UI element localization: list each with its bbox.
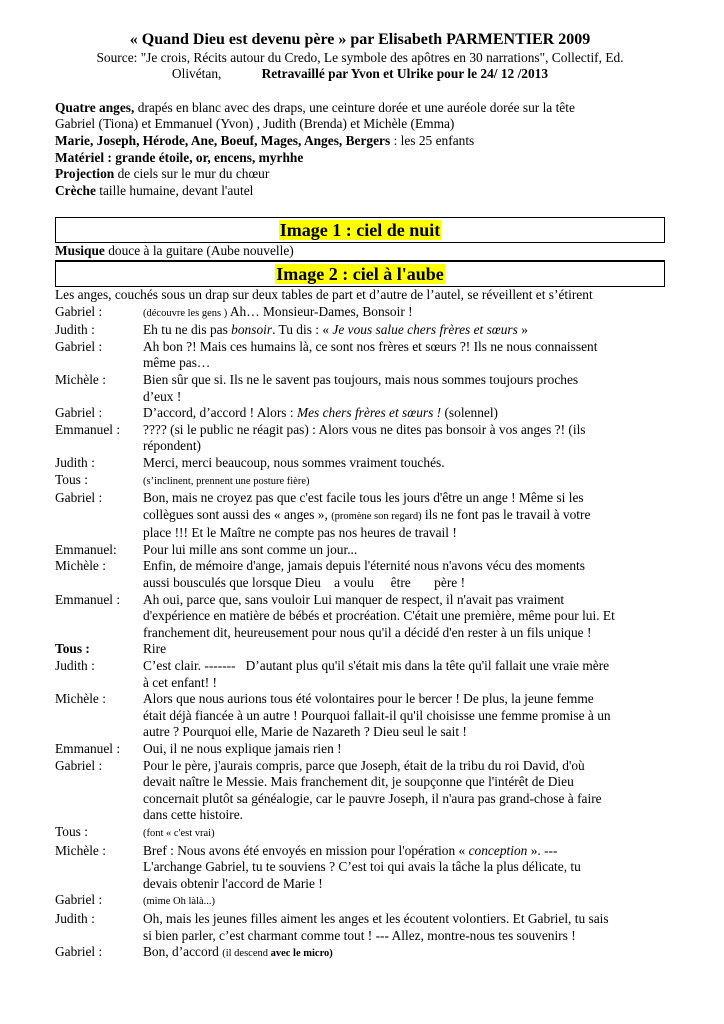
roles-line: Marie, Joseph, Hérode, Ane, Boeuf, Mages, Anges, Bergers : les 25 enfants (55, 133, 475, 148)
dialogue-line: Gabriel : Bon, d’accord (il descend avec le micro) (55, 944, 333, 960)
dialogue-line: Gabriel : D’accord, d’accord ! Alors : Mes chers frères et sœurs ! (solennel) (55, 405, 499, 421)
dialogue-line: Tous : (s’inclinent, prennent une posture fière) (55, 471, 310, 487)
dialogue-line: Emmanuel : ???? (si le public ne réagit pas) : Alors vous ne dites pas bonsoir à vos anges ?! (ils répondent) (55, 421, 586, 454)
dialogue-line: Judith : C’est clair. ------- D’autant plus qu'il s'était mis dans la tête qu'il fallait une vraie mère à cet enfant! ! (55, 658, 610, 690)
scene-heading-image2: Image 2 : ciel à l'aube (55, 261, 665, 287)
dialogue-line: Michèle : Alors que nous aurions tous été volontaires pour le bercer ! De plus, la jeune femme était déjà fiancée à un autre ! Pourquoi fallait-il qu'il choisisse une femme promise à un autre ? Pourquoi elle, Marie de Nazareth ? Dieu seul le sait ! (55, 691, 611, 740)
document-page (55, 30, 665, 963)
creche-line: Crèche taille humaine, devant l'autel (55, 182, 254, 198)
angels-line: Quatre anges, drapés en blanc avec des draps, une ceinture dorée et une auréole dorée sur la tête (55, 99, 575, 115)
dialogue-line: Judith : Eh tu ne dis pas bonsoir. Tu dis : « Je vous salue chers frères et sœurs » (55, 322, 528, 338)
dialogue-line: Gabriel : Bon, mais ne croyez pas que c'est facile tous les jours d'être un ange ! Même si les collègues sont aussi des « anges », (promène son regard) ils ne font pas le travail à votre place !!! Et le Maître ne compte pas nos heures de travail ! (55, 490, 591, 541)
dialogue-line: Judith : Oh, mais les jeunes filles aiment les anges et les écoutent volontiers. Et Gabriel, tu sais si bien parler, c’est charmant comme tout ! --- Allez, montre-nous tes souvenirs ! (55, 910, 609, 943)
dialogue-line: Michèle : Bien sûr que si. Ils ne le savent pas toujours, mais nous sommes toujours proches d’eux ! (55, 371, 579, 404)
dialogue-line: Michèle : Enfin, de mémoire d'ange, jamais depuis l'éternité nous n'avons vécu des moments aussi bousculés que lorsque Dieu a voulu être père ! (55, 558, 585, 591)
dialogue-line: Michèle : Bref : Nous avons été envoyés en mission pour l'opération « conception ». --- L'archange Gabriel, tu te souviens ? C’est toi qui avais la tâche la plus délicate, tu devais obtenir l'accord de Marie ! (55, 842, 581, 891)
dialogue-line: Gabriel : Ah bon ?! Mais ces humains là, ce sont nos frères et sœurs ?! Ils ne nous connaissent même pas… (55, 338, 598, 371)
source-line: Source: "Je crois, Récits autour du Credo, Le symbole des apôtres en 30 narrations", Collectif, Ed. Olivétan, Retravaillé par Yvon et Ulrike pour le 24/ 12 /2013 (96, 50, 624, 82)
document-title: « Quand Dieu est devenu père » par Elisabeth PARMENTIER 2009 (129, 31, 591, 48)
scene-heading-image1: Image 1 : ciel de nuit (55, 217, 665, 243)
dialogue-line: Emmanuel : Oui, il ne nous explique jamais rien ! (55, 741, 342, 756)
dialogue (55, 304, 665, 963)
dialogue-line: Emmanuel : Ah oui, parce que, sans vouloir Lui manquer de respect, il n'avait pas vraiment d'expérience en matière de bébés et procréation. C'était une première, même pour lui. Et franchement dit, heureusement pour nous qu'il a décidé d'en rester à un fils unique ! (55, 591, 615, 640)
dialogue-line: Gabriel : Pour le père, j'aurais compris, parce que Joseph, était de la tribu du roi David, d'où devait naître le Messie. Mais franchement dit, je soupçonne que l'intérêt de Dieu concernait plutôt sa généalogie, car le pauvre Joseph, il n'aura pas grand-chose à faire dans cette histoire. (55, 757, 602, 823)
music-line: Musique douce à la guitare (Aube nouvelle) (55, 243, 665, 261)
dialogue-line: Gabriel : (mime Oh làlà...) (55, 892, 216, 908)
dialogue-line: Judith : Merci, merci beaucoup, nous sommes vraiment touchés. (55, 454, 445, 470)
dialogue-line: Tous : Rire (55, 641, 167, 657)
stage-direction: Les anges, couchés sous un drap sur deux tables de part et d’autre de l’autel, se réveillent et s’étirent (55, 286, 593, 302)
intro-section (55, 100, 665, 200)
dialogue-line: Emmanuel: Pour lui mille ans sont comme un jour... (55, 541, 358, 557)
projection-line: Projection de ciels sur le mur du chœur (55, 166, 270, 182)
angels-names: Gabriel (Tiona) et Emmanuel (Yvon) , Judith (Brenda) et Michèle (Emma) (55, 116, 455, 132)
dialogue-line: Gabriel : (découvre les gens ) Ah… Monsieur-Dames, Bonsoir ! (55, 303, 413, 319)
materiel-line: Matériel : grande étoile, or, encens, myrhhe (55, 149, 304, 165)
dialogue-line: Tous : (font « c'est vrai) (55, 823, 215, 839)
